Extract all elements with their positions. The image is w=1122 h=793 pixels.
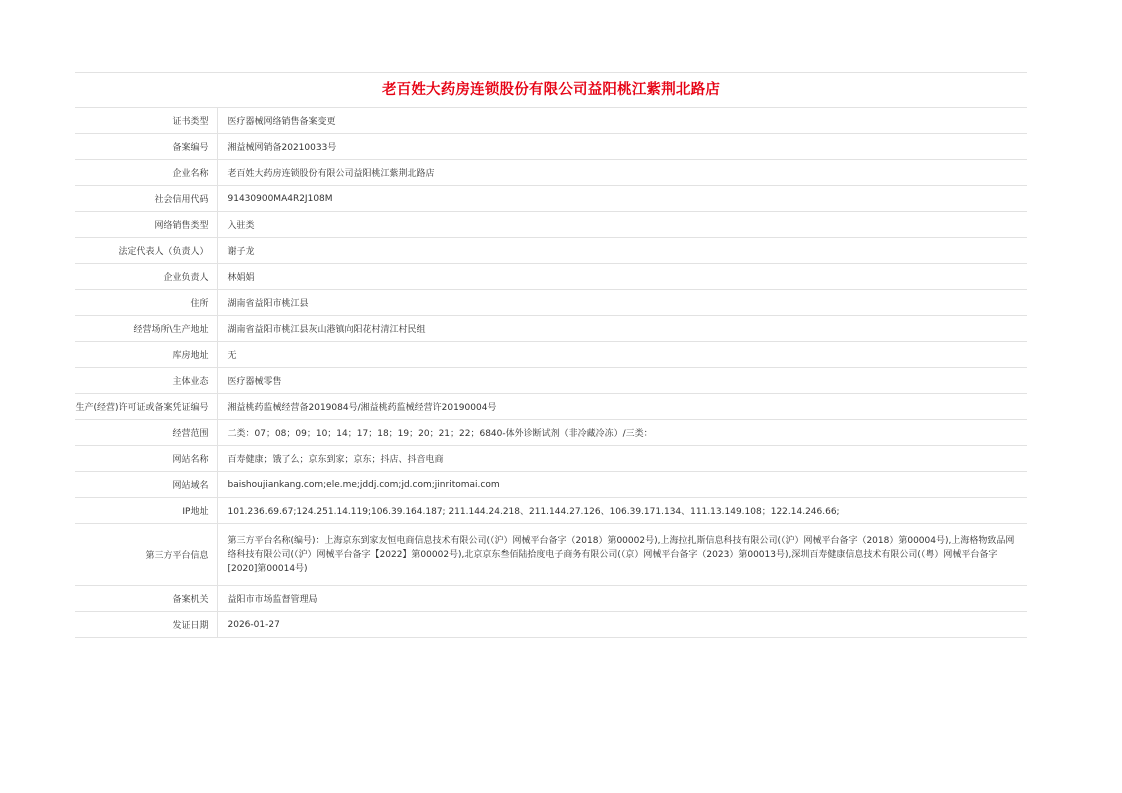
info-table bbox=[75, 108, 1027, 638]
row-label: 网络销售类型 bbox=[75, 212, 217, 238]
row-label: 第三方平台信息 bbox=[75, 524, 217, 586]
row-sales-type bbox=[75, 212, 1027, 238]
row-value: 湘益桃药监械经营备2019084号/湘益桃药监械经营许20190004号 bbox=[227, 403, 497, 413]
row-value: 2026-01-27 bbox=[227, 619, 280, 630]
row-residence bbox=[75, 290, 1027, 316]
row-value: 湖南省益阳市桃江县 bbox=[227, 299, 309, 309]
row-label: IP地址 bbox=[75, 498, 217, 524]
row-value: 入驻类 bbox=[227, 221, 255, 231]
row-label: 网站域名 bbox=[75, 472, 217, 498]
row-label: 企业负责人 bbox=[75, 264, 217, 290]
row-website-domain bbox=[75, 472, 1027, 498]
row-issue-date bbox=[75, 612, 1027, 638]
row-label: 企业名称 bbox=[75, 160, 217, 186]
row-website-name bbox=[75, 446, 1027, 472]
row-value: 二类：07；08；09；10；14；17；18；19；20；21；22；6840-体外诊断试剂（非冷藏冷冻）/三类： bbox=[227, 429, 653, 439]
row-value: 医疗器械零售 bbox=[227, 377, 282, 387]
row-value: 91430900MA4R2J108M bbox=[227, 193, 333, 204]
row-warehouse-address bbox=[75, 342, 1027, 368]
row-value: 101.236.69.67;124.251.14.119;106.39.164.187; 211.144.24.218、211.144.27.126、106.39.171.134、111.13.149.108；122.14.246.66; bbox=[227, 507, 840, 517]
row-label: 法定代表人（负责人） bbox=[75, 238, 217, 264]
row-label: 住所 bbox=[75, 290, 217, 316]
row-ip-address bbox=[75, 498, 1027, 524]
row-label: 经营场所\生产地址 bbox=[75, 316, 217, 342]
row-company-head bbox=[75, 264, 1027, 290]
row-label: 备案编号 bbox=[75, 134, 217, 160]
row-value: 谢子龙 bbox=[227, 247, 255, 257]
row-value: 湖南省益阳市桃江县灰山港镇向阳花村清江村民组 bbox=[227, 325, 426, 335]
row-license-number bbox=[75, 394, 1027, 420]
row-label: 生产(经营)许可证或备案凭证编号 bbox=[75, 394, 217, 420]
row-label: 经营范围 bbox=[75, 420, 217, 446]
row-value: 医疗器械网络销售备案变更 bbox=[227, 117, 336, 127]
row-value: 百寿健康；饿了么；京东到家；京东；抖店、抖音电商 bbox=[227, 455, 444, 465]
row-record-number bbox=[75, 134, 1027, 160]
row-credit-code bbox=[75, 186, 1027, 212]
row-label: 社会信用代码 bbox=[75, 186, 217, 212]
row-value: 第三方平台名称(编号)：上海京东到家友恒电商信息技术有限公司(（沪）网械平台备字（2018）第00002号),上海拉扎斯信息科技有限公司(（沪）网械平台备字（2018）第00004号),上海格物致品网络科技有限公司(（沪）网械平台备字【2022】第00002号),北京京东叁佰陆拾度电子商务有限公司(（京）网械平台备字（2023）第00013号),深圳百寿健康信息技术有限公司(（粤）网械平台备字[2020]第00014号) bbox=[227, 535, 1015, 574]
row-record-authority bbox=[75, 586, 1027, 612]
row-value: 湘益械网销备20210033号 bbox=[227, 143, 337, 153]
row-certificate-type bbox=[75, 108, 1027, 134]
row-value: 林娟娟 bbox=[227, 273, 255, 283]
row-business-form bbox=[75, 368, 1027, 394]
row-label: 网站名称 bbox=[75, 446, 217, 472]
row-business-scope bbox=[75, 420, 1027, 446]
row-value: baishoujiankang.com;ele.me;jddj.com;jd.com;jinritomai.com bbox=[227, 479, 500, 490]
page-title: 老百姓大药房连锁股份有限公司益阳桃江紫荆北路店 bbox=[75, 72, 1027, 108]
row-label: 备案机关 bbox=[75, 586, 217, 612]
row-value: 益阳市市场监督管理局 bbox=[227, 595, 318, 605]
row-business-address bbox=[75, 316, 1027, 342]
row-legal-representative bbox=[75, 238, 1027, 264]
certificate-sheet bbox=[75, 72, 1027, 638]
row-label: 证书类型 bbox=[75, 108, 217, 134]
row-value: 老百姓大药房连锁股份有限公司益阳桃江紫荆北路店 bbox=[227, 169, 435, 179]
row-label: 主体业态 bbox=[75, 368, 217, 394]
row-label: 库房地址 bbox=[75, 342, 217, 368]
row-third-party-platform bbox=[75, 524, 1027, 586]
row-value: 无 bbox=[227, 351, 237, 361]
row-company-name bbox=[75, 160, 1027, 186]
row-label: 发证日期 bbox=[75, 612, 217, 638]
